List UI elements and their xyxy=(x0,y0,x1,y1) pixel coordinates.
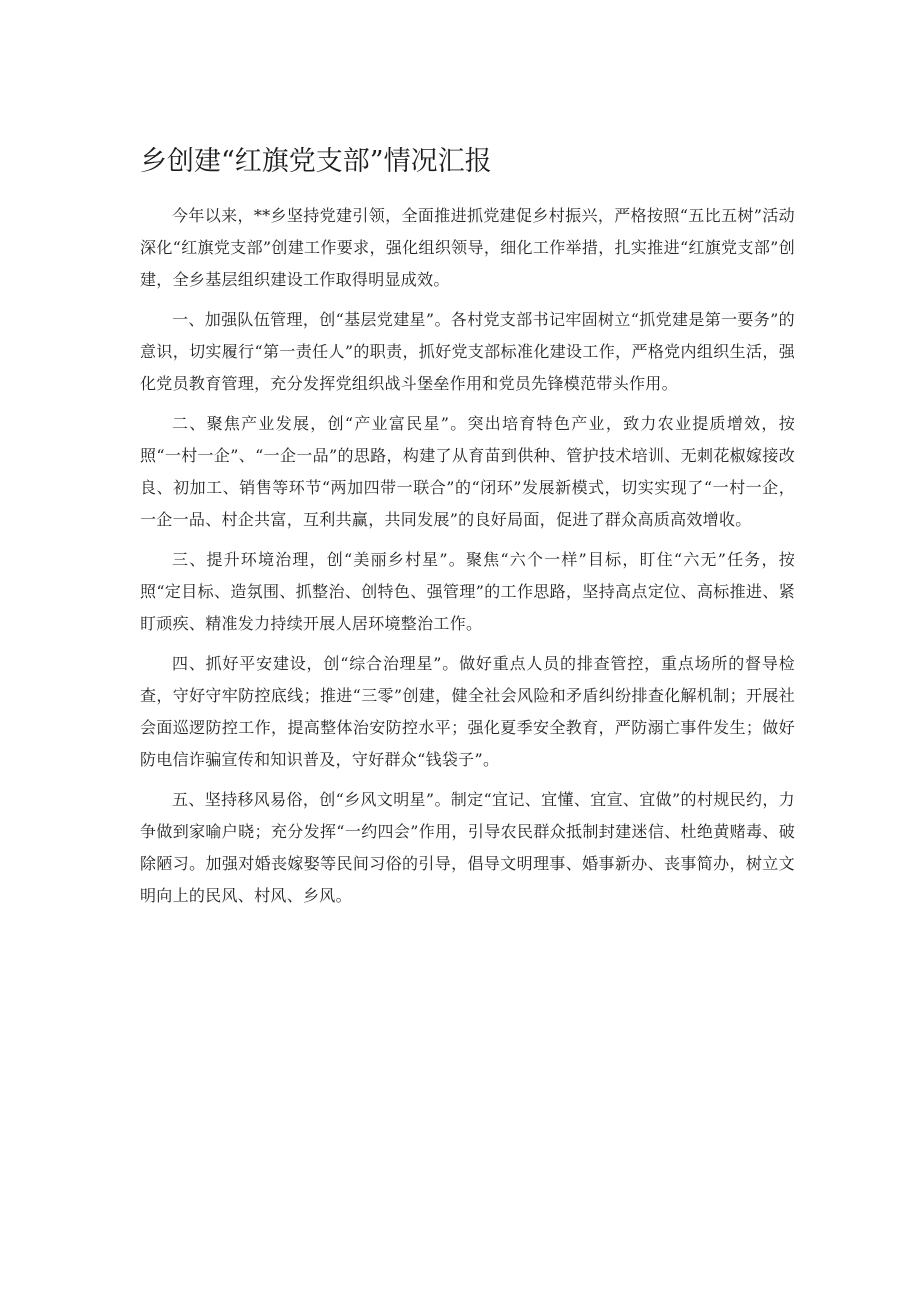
section-3-paragraph: 三、提升环境治理，创“美丽乡村星”。聚焦“六个一样”目标，盯住“六无”任务，按照“定目标、造氛围、抓整治、创特色、强管理”的工作思路，坚持高点定位、高标推进、紧盯顽疾、精准发力持续开展人居环境整治工作。 xyxy=(140,550,795,633)
section-5-paragraph: 五、坚持移风易俗，创“乡风文明星”。制定“宜记、宜懂、宜宣、宜做”的村规民约，力争做到家喻户晓；充分发挥“一约四会”作用，引导农民群众抵制封建迷信、杜绝黄赌毒、破除陋习。加强对婚丧嫁娶等民间习俗的引导，倡导文明理事、婚事新办、丧事简办，树立文明向上的民风、村风、乡风。 xyxy=(140,790,795,905)
section-4-paragraph: 四、抓好平安建设，创“综合治理星”。做好重点人员的排查管控，重点场所的督导检查，守好守牢防控底线；推进“三零”创建，健全社会风险和矛盾纠纷排查化解机制；开展社会面巡逻防控工作，提高整体治安防控水平；强化夏季安全教育，严防溺亡事件发生；做好防电信诈骗宣传和知识普及，守好群众“钱袋子”。 xyxy=(140,654,795,769)
section-1-paragraph: 一、加强队伍管理，创“基层党建星”。各村党支部书记牢固树立“抓党建是第一要务”的意识，切实履行“第一责任人”的职责，抓好党支部标准化建设工作，严格党内组织生活，强化党员教育管理，充分发挥党组织战斗堡垒作用和党员先锋模范带头作用。 xyxy=(140,310,795,393)
intro-paragraph: 今年以来，**乡坚持党建引领，全面推进抓党建促乡村振兴，严格按照“五比五树”活动深化“红旗党支部”创建工作要求，强化组织领导，细化工作举措，扎实推进“红旗党支部”创建，全乡基层组织建设工作取得明显成效。 xyxy=(140,206,795,289)
section-2-paragraph: 二、聚焦产业发展，创“产业富民星”。突出培育特色产业，致力农业提质增效，按照“一村一企”、“一企一品”的思路，构建了从育苗到供种、管护技术培训、无刺花椒嫁接改良、初加工、销售等环节“两加四带一联合”的“闭环”发展新模式，切实实现了“一村一企，一企一品、村企共富，互利共赢，共同发展”的良好局面，促进了群众高质高效增收。 xyxy=(140,414,795,529)
document-body xyxy=(140,200,795,920)
document-title: 乡创建“红旗党支部”情况汇报 xyxy=(140,146,492,177)
